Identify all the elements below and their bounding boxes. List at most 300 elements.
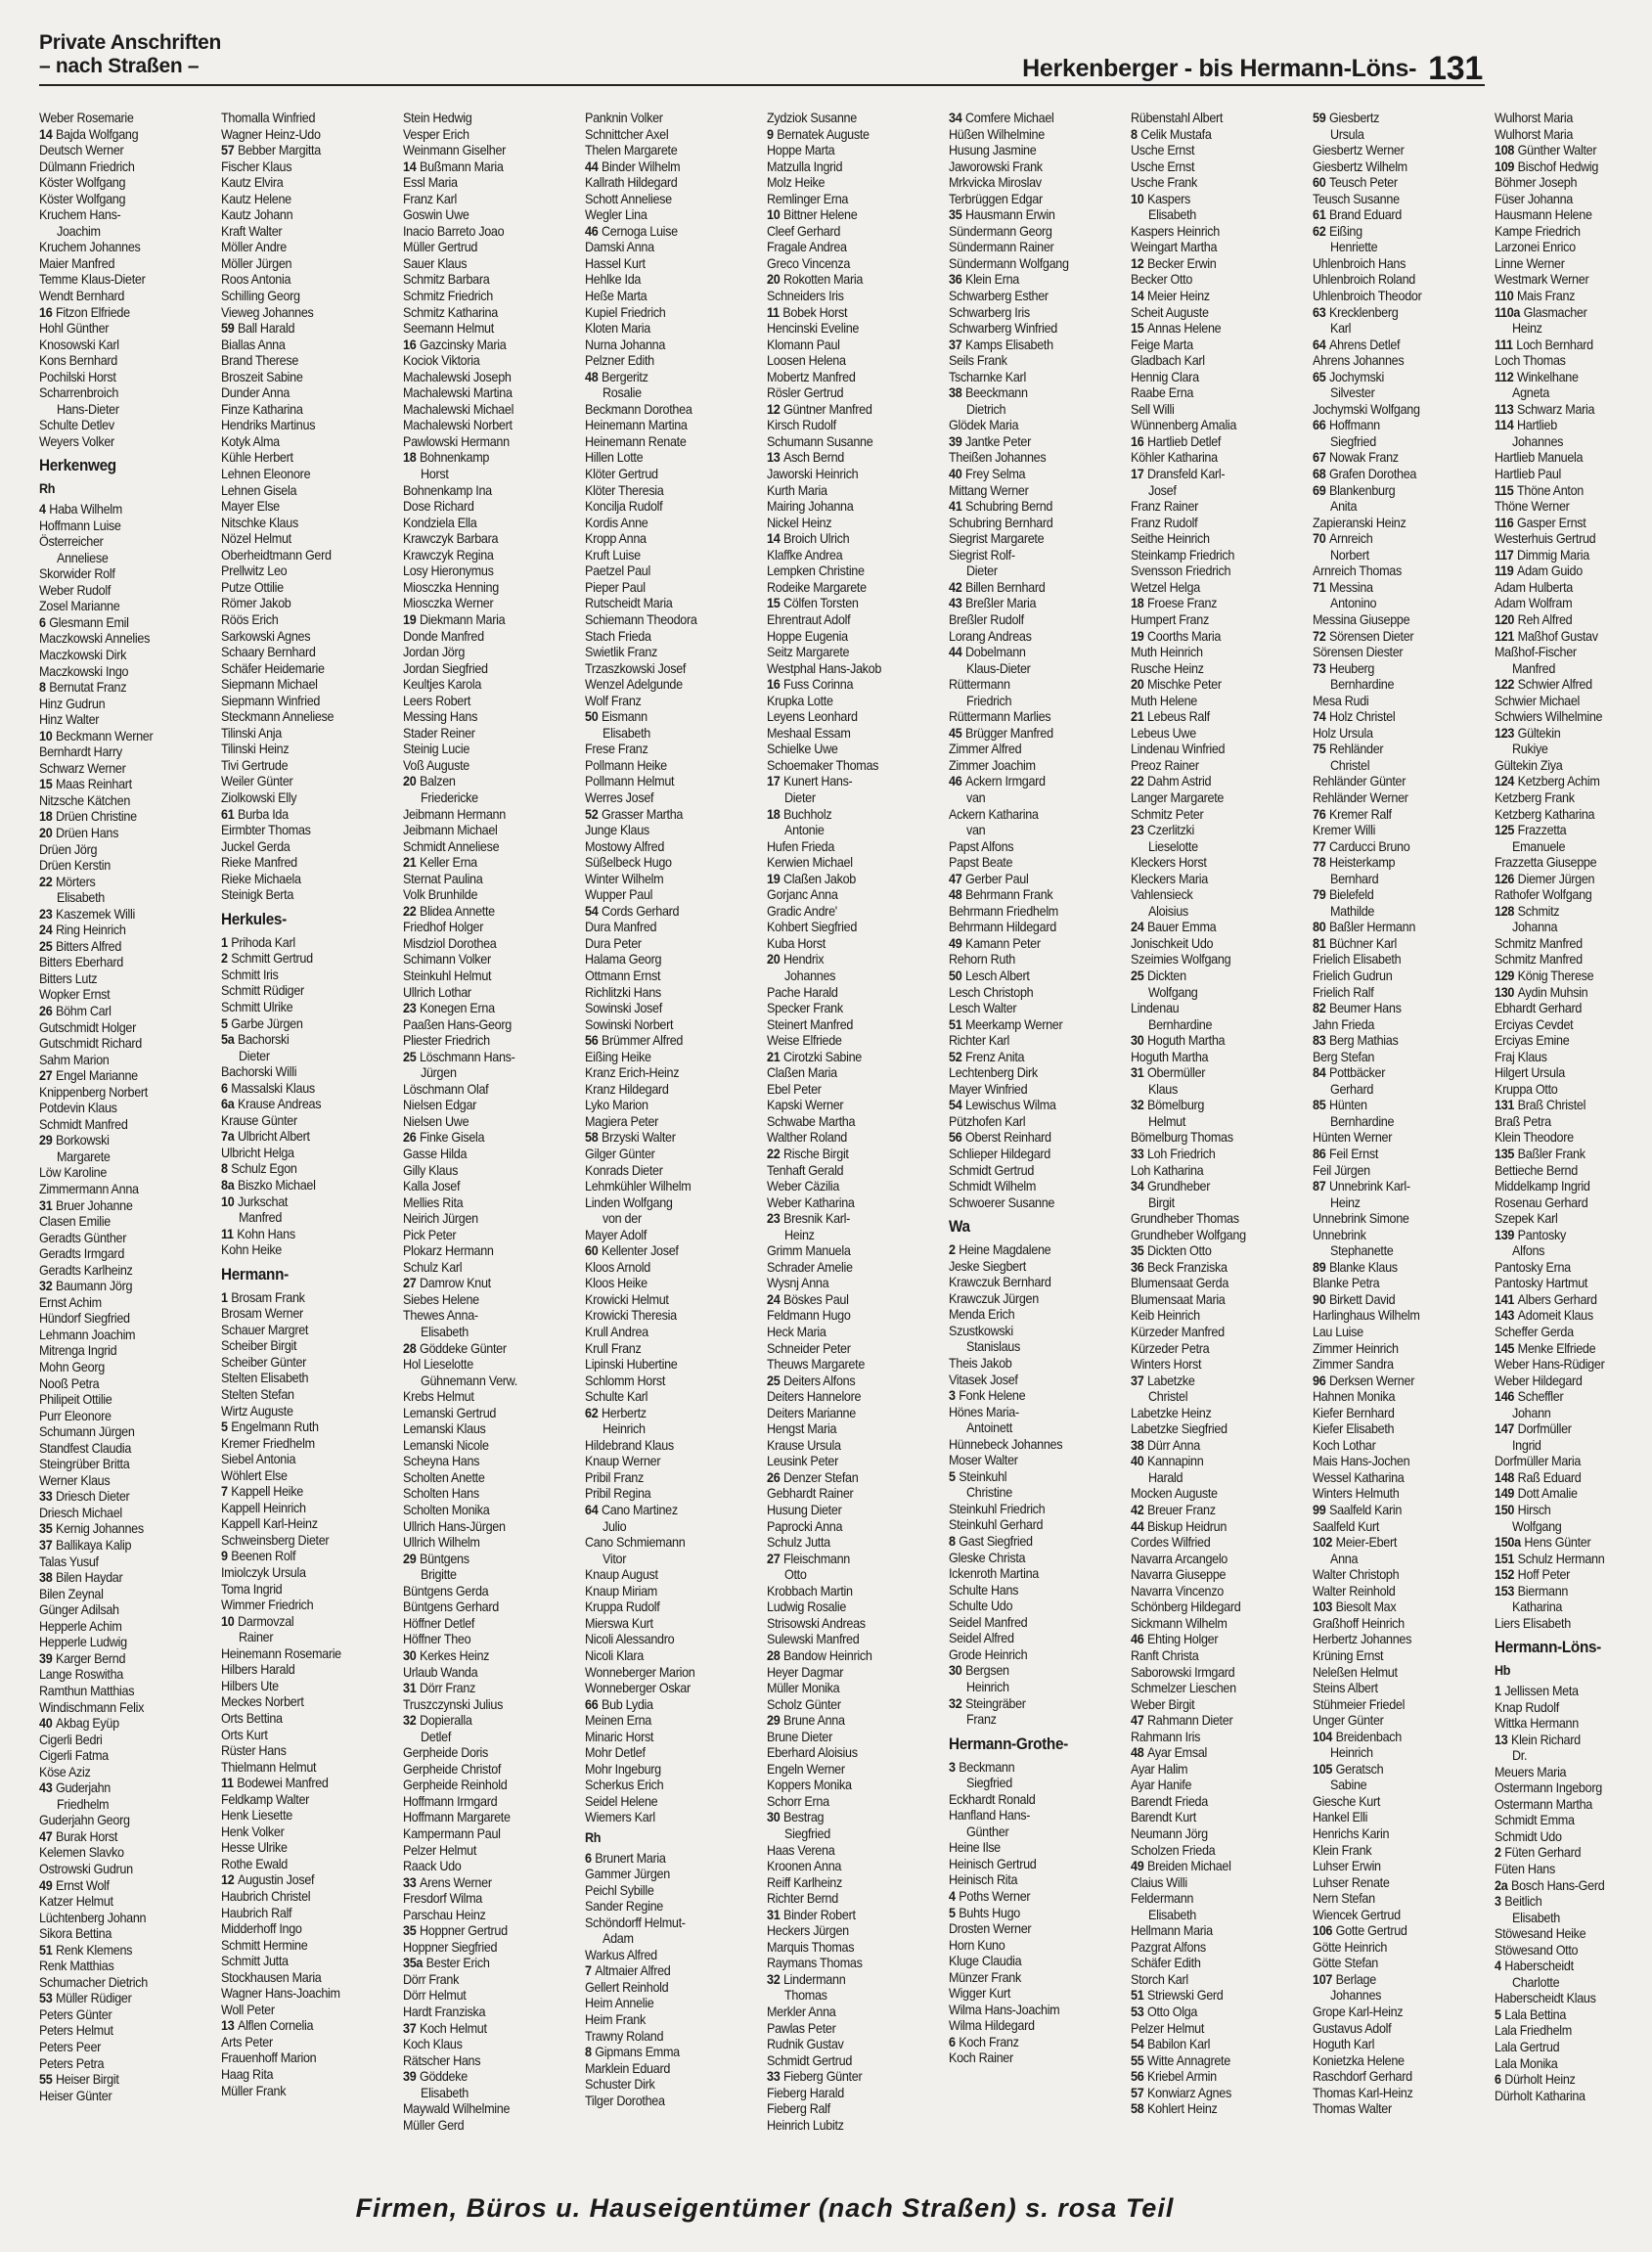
- resident-name: Klein Richard: [1510, 1731, 1581, 1747]
- directory-entry: Richter Bernd: [767, 1890, 838, 1907]
- directory-entry: [1131, 1437, 1288, 1454]
- house-number: 50: [585, 708, 599, 725]
- directory-entry: Cano Schmiemann: [585, 1534, 686, 1551]
- directory-entry: Neumann Jörg: [1131, 1824, 1208, 1841]
- resident-name: Brügger Manfred: [964, 724, 1053, 741]
- directory-entry: Schmitt Hermine: [221, 1936, 308, 1953]
- directory-entry: Thomas Karl-Heinz: [1313, 2084, 1413, 2100]
- directory-entry: Jochymski Wolfgang: [1313, 400, 1420, 417]
- resident-name: Meier-Ebert: [1335, 1534, 1398, 1551]
- house-number: 33: [767, 2068, 781, 2085]
- resident-name: Bömelburg: [1146, 1097, 1205, 1113]
- directory-entry: Jordan Jörg: [403, 644, 466, 660]
- directory-entry: Kallrath Hildegard: [585, 174, 678, 191]
- directory-entry: Schmidt Udo: [1495, 1827, 1562, 1844]
- directory-entry: Maczkowski Dirk: [39, 646, 127, 662]
- directory-entry: [767, 595, 924, 611]
- house-number: 35: [949, 206, 962, 223]
- directory-entry: [1131, 288, 1288, 304]
- house-number: 48: [949, 886, 962, 903]
- directory-entry: [39, 1990, 197, 2006]
- directory-entry: Uhlenbroich Theodor: [1313, 288, 1422, 304]
- directory-entry: Fischer Klaus: [221, 158, 292, 174]
- entry-continuation: Elisabeth: [421, 1324, 469, 1340]
- directory-entry: Schwarberg Esther: [949, 288, 1049, 304]
- directory-entry: Miosczka Henning: [403, 578, 499, 595]
- directory-entry: Claßen Maria: [767, 1064, 837, 1081]
- resident-name: Breidenbach: [1335, 1728, 1402, 1744]
- directory-entry: Drüen Kerstin: [39, 857, 111, 874]
- directory-entry: Wiencek Gertrud: [1313, 1906, 1401, 1922]
- directory-entry: Wopker Ernst: [39, 986, 111, 1003]
- directory-entry: Leers Robert: [403, 692, 471, 708]
- directory-entry: Kautz Helene: [221, 190, 291, 206]
- resident-name: Maas Reinhart: [55, 776, 132, 792]
- directory-entry: [1495, 903, 1652, 920]
- directory-entry: Molz Heike: [767, 174, 826, 191]
- directory-entry: [949, 871, 1106, 887]
- directory-entry: Standfest Claudia: [39, 1439, 132, 1456]
- resident-name: Mörters: [55, 873, 96, 889]
- directory-entry: Winters Horst: [1131, 1356, 1202, 1373]
- house-number: 153: [1495, 1582, 1515, 1599]
- directory-entry: Ernst Achim: [39, 1293, 102, 1310]
- resident-name: Bitters Alfred: [55, 937, 122, 954]
- directory-entry: [1313, 628, 1470, 645]
- directory-entry: Humpert Franz: [1131, 610, 1209, 627]
- house-number: 11: [221, 1775, 234, 1791]
- directory-entry: Kociok Viktoria: [403, 352, 480, 369]
- house-number: 61: [221, 805, 235, 822]
- directory-entry: Ulbricht Helga: [221, 1144, 294, 1160]
- house-number: 47: [949, 870, 962, 886]
- directory-entry: [949, 384, 1106, 401]
- resident-name: Eismann: [601, 708, 647, 725]
- directory-entry: [949, 1129, 1106, 1146]
- directory-entry: Vieweg Johannes: [221, 303, 314, 320]
- directory-entry: Krause Günter: [221, 1111, 297, 1128]
- directory-entry: [1313, 304, 1470, 321]
- house-number: 105: [1313, 1760, 1333, 1777]
- directory-entry: Lemanski Nicole: [403, 1436, 489, 1453]
- directory-entry: [949, 1662, 1106, 1679]
- directory-entry: Gutschmidt Richard: [39, 1035, 142, 1052]
- directory-entry: [767, 1907, 924, 1923]
- directory-entry: Peters Peer: [39, 2038, 102, 2054]
- resident-name: Menke Elfriede: [1517, 1339, 1596, 1356]
- house-number: 7a: [221, 1128, 235, 1145]
- house-number: 12: [1131, 254, 1144, 271]
- directory-entry: Nielsen Uwe: [403, 1112, 469, 1129]
- directory-entry: [403, 1874, 560, 1891]
- directory-entry: Machalewski Norbert: [403, 417, 513, 433]
- directory-entry: [221, 320, 379, 337]
- directory-entry: [1495, 1566, 1652, 1583]
- entry-continuation: Rukiye: [1512, 741, 1548, 757]
- house-number: 59: [221, 320, 235, 337]
- directory-entry: [1131, 1502, 1288, 1518]
- house-number: 1: [221, 1288, 228, 1305]
- house-number: 35: [1131, 1242, 1144, 1259]
- directory-entry: [767, 126, 924, 143]
- directory-entry: [949, 206, 1106, 223]
- directory-entry: Kruppa Otto: [1495, 1080, 1558, 1097]
- entry-continuation: Margarete: [57, 1148, 111, 1164]
- directory-entry: [767, 773, 924, 789]
- house-number: 89: [1313, 1258, 1326, 1275]
- resident-name: Rische Birgit: [782, 1146, 849, 1161]
- house-number: 38: [39, 1569, 53, 1586]
- resident-name: Engel Marianne: [55, 1067, 138, 1084]
- entry-continuation: Agneta: [1512, 384, 1550, 401]
- house-number: 84: [1313, 1064, 1326, 1081]
- directory-entry: Ayar Halim: [1131, 1760, 1188, 1777]
- directory-entry: Vesper Erich: [403, 125, 469, 142]
- resident-name: Otto Olga: [1146, 2003, 1198, 2019]
- directory-entry: Rudnik Gustav: [767, 2036, 844, 2052]
- house-number: 117: [1495, 546, 1514, 563]
- resident-name: Dickten: [1146, 967, 1186, 983]
- directory-entry: Paprocki Anna: [767, 1517, 843, 1534]
- house-number: 32: [39, 1278, 53, 1294]
- entry-continuation: Dieter: [966, 563, 998, 579]
- resident-name: Arens Werner: [419, 1873, 492, 1890]
- directory-entry: Klaffke Andrea: [767, 546, 843, 563]
- house-number: 20: [1131, 676, 1144, 693]
- resident-name: Gasper Ernst: [1516, 514, 1586, 530]
- directory-entry: Dunder Anna: [221, 384, 290, 401]
- directory-entry: Blumensaat Maria: [1131, 1290, 1226, 1307]
- resident-name: Kriebel Armin: [1146, 2068, 1217, 2085]
- directory-entry: [39, 2071, 197, 2088]
- directory-entry: Thöne Werner: [1495, 498, 1570, 515]
- house-number: 129: [1495, 967, 1515, 983]
- directory-entry: [1131, 2085, 1288, 2101]
- directory-entry: Machalewski Martina: [403, 384, 513, 401]
- entry-continuation: Siegfried: [784, 1824, 830, 1841]
- directory-entry: [767, 449, 924, 466]
- house-number: 13: [767, 449, 781, 466]
- entry-continuation: Christel: [1330, 756, 1370, 773]
- directory-entry: [949, 498, 1106, 515]
- directory-entry: Lehnen Eleonore: [221, 466, 311, 482]
- resident-name: Kerkes Heinz: [419, 1646, 490, 1663]
- directory-entry: Harlinghaus Wilhelm: [1313, 1307, 1420, 1324]
- house-number: 7: [585, 1962, 592, 1979]
- directory-entry: Österreicher: [39, 533, 104, 550]
- house-number: 12: [767, 400, 781, 417]
- directory-entry: Pelzer Helmut: [1131, 2019, 1205, 2036]
- directory-entry: Bachorski Willi: [221, 1063, 297, 1080]
- directory-entry: Wiemers Karl: [585, 1809, 655, 1825]
- entry-continuation: Bernhardine: [1330, 1112, 1395, 1129]
- listing-column: [403, 110, 560, 2172]
- house-number: 22: [1131, 773, 1144, 789]
- directory-entry: Clasen Emilie: [39, 1213, 111, 1230]
- directory-entry: Westerhuis Gertrud: [1495, 530, 1596, 547]
- directory-entry: [1313, 935, 1470, 952]
- resident-name: Bestrag: [782, 1809, 825, 1825]
- directory-entry: [767, 530, 924, 547]
- directory-entry: Füten Hans: [1495, 1860, 1555, 1876]
- directory-entry: Scheiber Günter: [221, 1353, 307, 1370]
- directory-entry: Siebel Antonia: [221, 1451, 296, 1467]
- resident-name: Lesch Albert: [964, 967, 1030, 983]
- directory-entry: Specker Frank: [767, 1000, 843, 1016]
- house-number: 53: [1131, 2003, 1144, 2019]
- directory-entry: [949, 886, 1106, 903]
- directory-entry: Hoffmann Margarete: [403, 1809, 511, 1825]
- house-number: 3: [1495, 1893, 1501, 1910]
- directory-entry: Ketzberg Katharina: [1495, 805, 1595, 822]
- page-header-range: [1022, 47, 1483, 85]
- directory-entry: Hol Lieselotte: [403, 1356, 473, 1373]
- resident-name: Schubring Bernd: [964, 498, 1053, 515]
- directory-entry: Marklein Eduard: [585, 2059, 671, 2076]
- entry-continuation: Johannes: [784, 967, 836, 983]
- directory-entry: Schäfer Heidemarie: [221, 659, 325, 676]
- entry-continuation: Johannes: [1330, 1987, 1382, 2004]
- directory-entry: Weber Hildegard: [1495, 1372, 1583, 1388]
- directory-entry: Dose Richard: [403, 498, 474, 515]
- resident-name: Bielefeld: [1328, 886, 1374, 903]
- directory-entry: Weise Elfriede: [767, 1032, 842, 1049]
- entry-continuation: Manfred: [1512, 659, 1556, 676]
- resident-name: Kaspers: [1146, 190, 1191, 206]
- directory-entry: Zydziok Susanne: [767, 110, 857, 125]
- directory-entry: Muth Heinrich: [1131, 644, 1203, 660]
- resident-name: Bittner Helene: [782, 206, 858, 223]
- directory-entry: Hohl Günther: [39, 320, 110, 337]
- directory-entry: Grode Heinrich: [949, 1645, 1028, 1662]
- directory-entry: Eckhardt Ronald: [949, 1790, 1036, 1807]
- resident-name: Güntner Manfred: [782, 400, 872, 417]
- directory-entry: Wonneberger Oskar: [585, 1680, 691, 1696]
- directory-entry: Heyer Dagmar: [767, 1663, 844, 1680]
- directory-entry: Bernhardt Harry: [39, 743, 122, 760]
- directory-entry: [1313, 806, 1470, 823]
- resident-name: Kappell Heike: [231, 1483, 303, 1500]
- entry-continuation: Friedericke: [421, 788, 478, 805]
- resident-name: Engelmann Ruth: [231, 1419, 319, 1435]
- directory-entry: Vahlensieck: [1131, 886, 1193, 903]
- resident-name: Buhts Hugo: [959, 1904, 1020, 1920]
- directory-entry: Kiefer Bernhard: [1313, 1404, 1395, 1420]
- resident-name: Teusch Peter: [1328, 174, 1398, 191]
- directory-entry: Marquis Thomas: [767, 1938, 855, 1955]
- entry-continuation: Gühnemann Verw.: [421, 1372, 517, 1388]
- directory-entry: Juckel Gerda: [221, 837, 290, 854]
- house-number: 52: [949, 1048, 962, 1064]
- directory-entry: [1131, 433, 1288, 450]
- house-number: 37: [403, 2019, 417, 2036]
- house-number: 41: [949, 498, 962, 515]
- directory-entry: Walter Christoph: [1313, 1566, 1400, 1583]
- house-number: 25: [1131, 967, 1144, 983]
- house-number: 55: [1131, 2051, 1144, 2068]
- directory-entry: Gleske Christa: [949, 1549, 1026, 1565]
- resident-name: Bandow Heinrich: [782, 1646, 872, 1663]
- directory-entry: Wagner Hans-Joachim: [221, 1985, 340, 2002]
- entry-continuation: Ursula: [1330, 125, 1364, 142]
- directory-entry: [585, 1405, 742, 1421]
- directory-entry: Mobertz Manfred: [767, 368, 856, 384]
- house-number: 6a: [221, 1096, 235, 1112]
- directory-entry: Wolf Franz: [585, 692, 642, 708]
- house-number: 152: [1495, 1566, 1515, 1583]
- directory-entry: Lindenau: [1131, 1000, 1180, 1016]
- entry-continuation: Gerhard: [1330, 1080, 1374, 1097]
- resident-name: Breuer Franz: [1146, 1502, 1216, 1518]
- entry-continuation: Birgit: [1148, 1194, 1175, 1210]
- directory-entry: Tilinski Heinz: [221, 741, 290, 757]
- directory-entry: Scheyna Hans: [403, 1453, 480, 1469]
- directory-entry: [585, 708, 742, 725]
- directory-entry: Parschau Heinz: [403, 1906, 486, 1922]
- directory-entry: Steingrüber Britta: [39, 1456, 130, 1472]
- resident-name: Becker Erwin: [1146, 254, 1217, 271]
- directory-entry: [1313, 919, 1470, 935]
- house-number: 2: [221, 950, 228, 967]
- directory-entry: [767, 1049, 924, 1065]
- directory-entry: [949, 644, 1106, 660]
- house-number: 24: [1131, 919, 1144, 935]
- house-number: 18: [767, 805, 781, 822]
- directory-entry: Schrader Amelie: [767, 1258, 853, 1275]
- directory-entry: Mocken Auguste: [1131, 1485, 1218, 1502]
- resident-name: Bischof Hedwig: [1517, 158, 1599, 174]
- directory-entry: [949, 337, 1106, 353]
- directory-entry: Peters Helmut: [39, 2022, 113, 2039]
- directory-entry: Philipeit Ottilie: [39, 1391, 112, 1408]
- house-number: 55: [39, 2071, 53, 2088]
- house-number: 46: [949, 773, 962, 789]
- house-number: 116: [1495, 514, 1514, 530]
- resident-name: Jochymski: [1328, 368, 1384, 384]
- resident-name: Ring Heinrich: [55, 922, 126, 938]
- directory-entry: Schott Anneliese: [585, 190, 672, 206]
- house-number: 31: [767, 1906, 781, 1922]
- directory-entry: [585, 1242, 742, 1259]
- directory-entry: Lange Roswitha: [39, 1666, 123, 1683]
- footer-note: Firmen, Büros u. Hauseigentümer (nach Straßen) s. rosa Teil: [355, 2193, 1175, 2223]
- directory-entry: Wilma Hildegard: [949, 2017, 1035, 2034]
- directory-entry: Köhler Katharina: [1131, 449, 1218, 466]
- resident-name: Beckmann Werner: [55, 727, 154, 743]
- directory-entry: [221, 1226, 379, 1242]
- house-number: 86: [1313, 1146, 1326, 1161]
- directory-entry: [949, 773, 1106, 789]
- house-number: 6: [1495, 2071, 1501, 2088]
- directory-entry: Mrkvicka Miroslav: [949, 174, 1042, 191]
- directory-entry: Pazgrat Alfons: [1131, 1938, 1206, 1955]
- listing-column: [39, 110, 197, 2172]
- directory-entry: [1131, 773, 1288, 789]
- directory-entry: Schmidt Anneliese: [403, 837, 500, 854]
- entry-continuation: Anna: [1330, 1550, 1359, 1566]
- entry-continuation: Bernhardine: [1148, 1015, 1213, 1032]
- resident-name: Babilon Karl: [1146, 2036, 1211, 2052]
- resident-name: Frazzetta: [1517, 822, 1567, 838]
- entry-continuation: Detlef: [421, 1728, 452, 1744]
- directory-entry: Teusch Susanne: [1313, 190, 1400, 206]
- entry-continuation: Elisabeth: [421, 2084, 469, 2100]
- house-number: 56: [949, 1129, 962, 1146]
- house-number: 150: [1495, 1502, 1515, 1518]
- directory-entry: [39, 1942, 197, 1959]
- house-number: 44: [949, 644, 962, 660]
- directory-entry: [403, 1712, 560, 1729]
- resident-name: Günther Walter: [1517, 142, 1597, 158]
- house-number: 32: [949, 1694, 962, 1711]
- directory-entry: Pochilski Horst: [39, 368, 116, 384]
- house-number: 124: [1495, 773, 1515, 789]
- house-number: 27: [403, 1275, 417, 1291]
- directory-entry: Nitschke Klaus: [221, 514, 298, 530]
- directory-entry: Müller Gerd: [403, 2116, 465, 2133]
- house-number: 40: [39, 1715, 53, 1732]
- directory-entry: Richter Karl: [949, 1032, 1010, 1049]
- directory-entry: [1495, 822, 1652, 838]
- directory-entry: [403, 1275, 560, 1291]
- entry-continuation: Johanna: [1512, 919, 1558, 935]
- directory-entry: Sarkowski Agnes: [221, 627, 311, 644]
- directory-entry: [221, 1194, 379, 1210]
- directory-entry: Beckmann Dorothea: [585, 400, 692, 417]
- house-number: 130: [1495, 983, 1515, 1000]
- house-number: 42: [949, 578, 962, 595]
- house-number: 49: [39, 1876, 53, 1893]
- house-number: 74: [1313, 708, 1326, 725]
- resident-name: Hausmann Erwin: [964, 206, 1055, 223]
- directory-entry: Kappell Heinrich: [221, 1499, 306, 1515]
- resident-name: Bosch Hans-Gerd: [1510, 1876, 1605, 1893]
- resident-name: Gerber Paul: [964, 870, 1029, 886]
- directory-entry: Jaworowski Frank: [949, 158, 1043, 174]
- resident-name: Heine Magdalene: [959, 1241, 1051, 1258]
- directory-entry: Loch Thomas: [1495, 352, 1566, 369]
- directory-entry: [1131, 320, 1288, 337]
- directory-entry: [403, 903, 560, 920]
- house-number: 11: [767, 303, 780, 320]
- directory-entry: Hündorf Siegfried: [39, 1310, 130, 1327]
- resident-name: Biermann: [1517, 1582, 1569, 1599]
- directory-entry: Trawny Roland: [585, 2027, 664, 2044]
- entry-continuation: Bernhardine: [1330, 676, 1395, 693]
- resident-name: Dopieralla: [419, 1712, 472, 1729]
- directory-entry: Deiters Hannelore: [767, 1388, 862, 1405]
- house-number: 151: [1495, 1550, 1515, 1566]
- directory-entry: [767, 2068, 924, 2085]
- directory-entry: Thomalla Winfried: [221, 110, 316, 125]
- entry-continuation: Klaus-Dieter: [966, 659, 1031, 676]
- directory-entry: Schilling Georg: [221, 288, 300, 304]
- resident-name: Bub Lydia: [601, 1695, 653, 1712]
- directory-entry: Cigerli Fatma: [39, 1747, 109, 1764]
- resident-name: Unnebrink Karl-: [1328, 1178, 1410, 1194]
- directory-entry: Stader Reiner: [403, 724, 475, 741]
- directory-entry: Pollmann Heike: [585, 756, 667, 773]
- directory-entry: Behrmann Hildegard: [949, 919, 1056, 935]
- resident-name: Haba Wilhelm: [49, 501, 122, 518]
- directory-entry: Feige Marta: [1131, 336, 1193, 352]
- directory-entry: Ramthun Matthias: [39, 1682, 135, 1698]
- house-number: 107: [1313, 1970, 1333, 1987]
- directory-entry: Labetzke Heinz: [1131, 1404, 1212, 1420]
- directory-entry: Luhser Erwin: [1313, 1858, 1381, 1874]
- directory-entry: Böhmer Joseph: [1495, 174, 1578, 191]
- directory-entry: Scholz Günter: [767, 1695, 841, 1712]
